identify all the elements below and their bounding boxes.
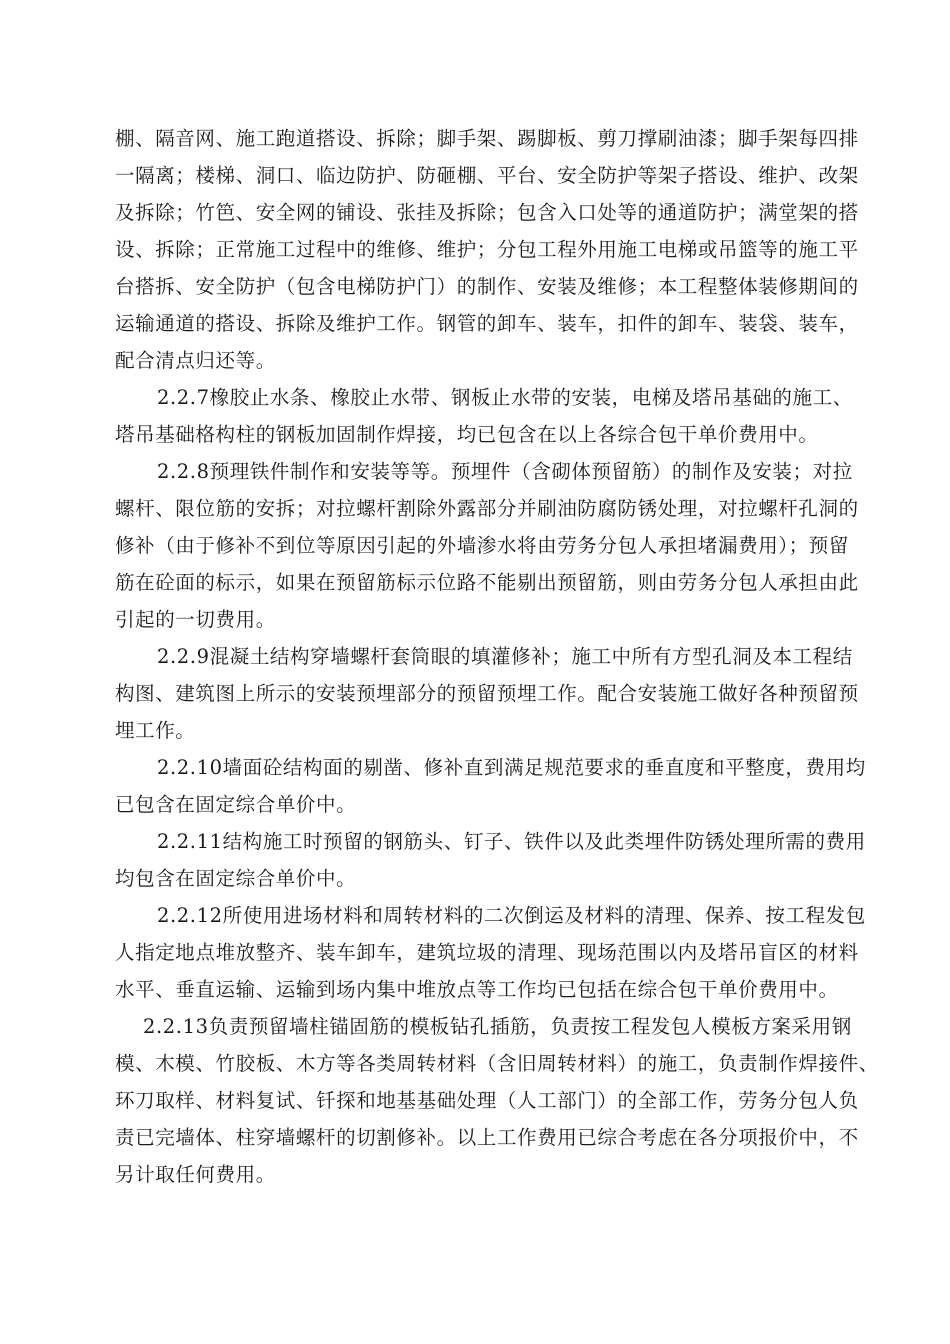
text-line: 设、拆除；正常施工过程中的维修、维护；分包工程外用施工电梯或吊篮等的施工平 [115, 238, 859, 261]
text-line: 引起的一切费用。 [115, 608, 276, 631]
text-line: 埋工作。 [115, 719, 196, 742]
text-line: 2.2.11结构施工时预留的钢筋头、钉子、铁件以及此类埋件防锈处理所需的费用 [157, 830, 866, 853]
text-line: 台搭拆、安全防护（包含电梯防护门）的制作、安装及维修；本工程整体装修期间的 [115, 275, 859, 298]
text-line: 2.2.9混凝土结构穿墙螺杆套筒眼的填灌修补；施工中所有方型孔洞及本工程结 [157, 645, 853, 668]
text-line: 筋在砼面的标示，如果在预留筋标示位路不能剔出预留筋，则由劳务分包人承担由此 [115, 571, 859, 594]
text-line: 水平、垂直运输、运输到场内集中堆放点等工作均已包括在综合包干单价费用中。 [115, 978, 839, 1001]
text-line: 修补（由于修补不到位等原因引起的外墙渗水将由劳务分包人承担堵漏费用）；预留 [115, 534, 849, 557]
text-line: 及拆除；竹笆、安全网的铺设、张挂及拆除；包含入口处等的通道防护；满堂架的搭 [115, 201, 859, 224]
text-line: 环刀取样、材料复试、钎探和地基基础处理（人工部门）的全部工作，劳务分包人负 [115, 1089, 859, 1112]
text-line: 2.2.12所使用进场材料和周转材料的二次倒运及材料的清理、保养、按工程发包 [157, 904, 866, 927]
text-line: 构图、建筑图上所示的安装预埋部分的预留预埋工作。配合安装施工做好各种预留预 [115, 682, 859, 705]
text-line: 一隔离；楼梯、洞口、临边防护、防砸棚、平台、安全防护等架子搭设、维护、改架 [115, 164, 859, 187]
text-line: 人指定地点堆放整齐、装车卸车，建筑垃圾的清理、现场范围以内及塔吊盲区的材料 [115, 941, 859, 964]
text-line: 螺杆、限位筋的安拆；对拉螺杆割除外露部分并刷油防腐防锈处理，对拉螺杆孔洞的 [115, 497, 859, 520]
text-line: 均包含在固定综合单价中。 [115, 867, 357, 890]
text-line: 2.2.7橡胶止水条、橡胶止水带、钢板止水带的安装，电梯及塔吊基础的施工、 [157, 386, 853, 409]
text-line: 模、木模、竹胶板、木方等各类周转材料（含旧周转材料）的施工，负责制作焊接件、 [115, 1052, 879, 1075]
text-line: 2.2.13负责预留墙柱锚固筋的模板钻孔插筋，负责按工程发包人模板方案采用钢 [143, 1015, 852, 1038]
text-line: 棚、隔音网、施工跑道搭设、拆除；脚手架、踢脚板、剪刀撑刷油漆；脚手架每四排 [115, 127, 859, 150]
text-line: 配合清点归还等。 [115, 349, 276, 372]
text-line: 已包含在固定综合单价中。 [115, 793, 357, 816]
text-line: 塔吊基础格构柱的钢板加固制作焊接，均已包含在以上各综合包干单价费用中。 [115, 423, 819, 446]
text-line: 另计取任何费用。 [115, 1163, 276, 1186]
text-line: 2.2.8预理铁件制作和安装等等。预埋件（含砌体预留筋）的制作及安装；对拉 [157, 460, 853, 483]
text-line: 运输通道的搭设、拆除及维护工作。钢管的卸车、装车，扣件的卸车、装袋、装车， [115, 312, 859, 335]
text-line: 2.2.10墙面砼结构面的剔凿、修补直到满足规范要求的垂直度和平整度，费用均 [157, 756, 866, 779]
text-line: 责已完墙体、柱穿墙螺杆的切割修补。以上工作费用已综合考虑在各分项报价中，不 [115, 1126, 859, 1149]
